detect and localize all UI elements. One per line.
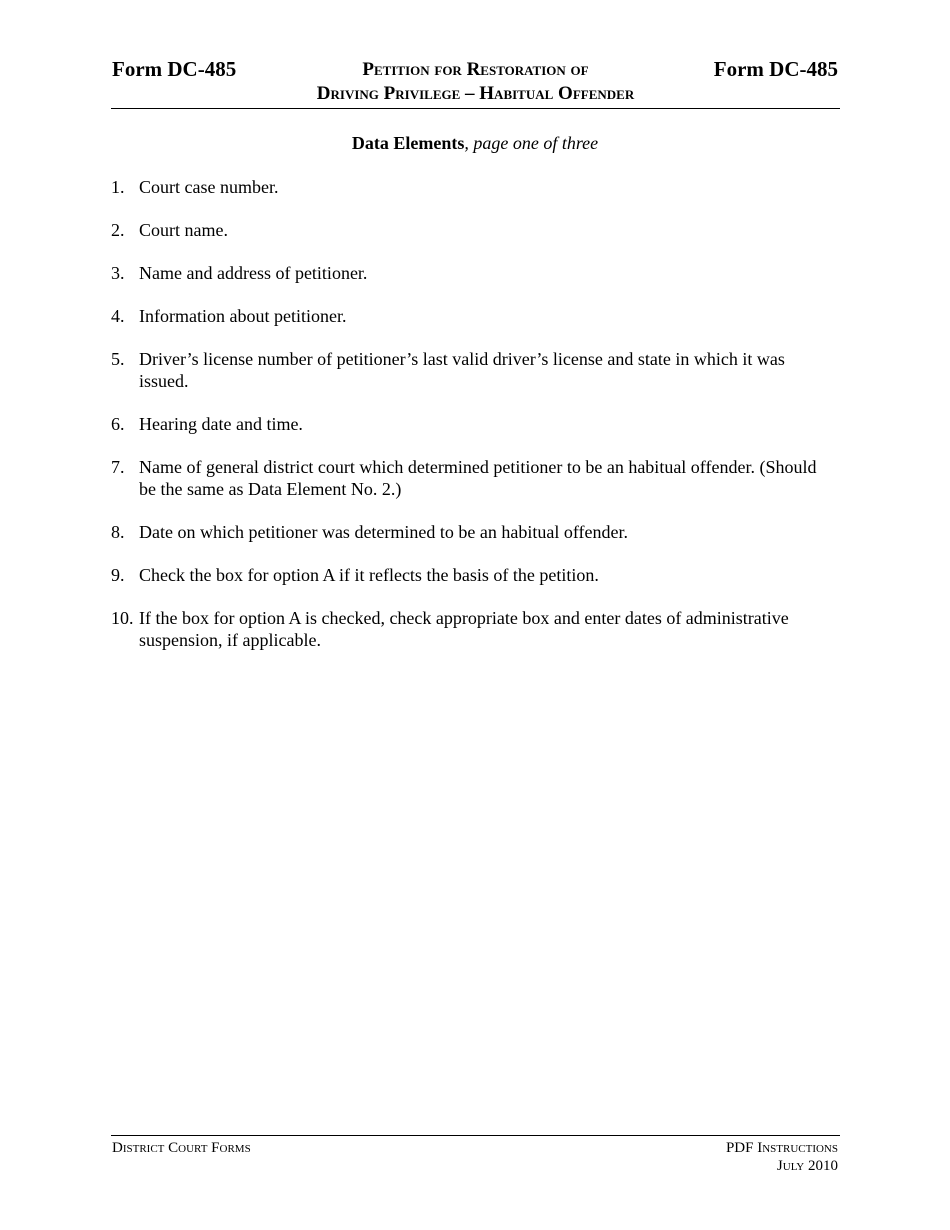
item-number: 4. bbox=[111, 306, 125, 326]
form-id-left: Form DC-485 bbox=[112, 57, 237, 81]
item-text: Hearing date and time. bbox=[139, 414, 303, 434]
section-subheading bbox=[0, 131, 950, 155]
item-text: Driver’s license number of petitioner’s last valid driver’s license and state in which it was issued. bbox=[139, 349, 785, 391]
item-text: Court case number. bbox=[139, 177, 279, 197]
item-number: 8. bbox=[111, 522, 125, 542]
data-elements-list bbox=[111, 176, 831, 672]
list-item bbox=[111, 219, 831, 241]
item-number: 10. bbox=[111, 608, 134, 628]
item-text: Information about petitioner. bbox=[139, 306, 347, 326]
item-text: Date on which petitioner was determined to be an habitual offender. bbox=[139, 522, 629, 542]
footer-right-line2: July 2010 bbox=[776, 1158, 838, 1174]
subheading-italic: , page one of three bbox=[464, 133, 599, 153]
item-number: 9. bbox=[111, 565, 125, 585]
form-title-line1: Petition for Restoration of bbox=[362, 59, 589, 80]
item-number: 2. bbox=[111, 220, 125, 240]
footer-right-line1: PDF Instructions bbox=[725, 1140, 838, 1156]
item-text: Court name. bbox=[139, 220, 228, 240]
list-item bbox=[111, 607, 831, 651]
item-number: 3. bbox=[111, 263, 125, 283]
page-header bbox=[111, 56, 840, 109]
subheading-bold: Data Elements bbox=[351, 133, 465, 153]
list-item bbox=[111, 348, 831, 392]
item-number: 6. bbox=[111, 414, 125, 434]
item-text: Name and address of petitioner. bbox=[139, 263, 368, 283]
form-title-line2: Driving Privilege – Habitual Offender bbox=[316, 83, 635, 104]
list-item bbox=[111, 564, 831, 586]
list-item bbox=[111, 176, 831, 198]
page-footer bbox=[111, 1135, 840, 1174]
list-item bbox=[111, 305, 831, 327]
list-item bbox=[111, 413, 831, 435]
item-text: Name of general district court which determined petitioner to be an habitual offender. (Should be the same as Data Element No. 2.) bbox=[139, 457, 817, 499]
footer-left: District Court Forms bbox=[112, 1140, 251, 1156]
form-id-right: Form DC-485 bbox=[713, 57, 838, 81]
list-item bbox=[111, 262, 831, 284]
item-text: If the box for option A is checked, check appropriate box and enter dates of administrative suspension, if applicable. bbox=[139, 608, 789, 650]
list-item bbox=[111, 521, 831, 543]
item-number: 7. bbox=[111, 457, 125, 477]
item-text: Check the box for option A if it reflects the basis of the petition. bbox=[139, 565, 599, 585]
item-number: 1. bbox=[111, 177, 125, 197]
item-number: 5. bbox=[111, 349, 125, 369]
footer-right bbox=[726, 1139, 838, 1175]
list-item bbox=[111, 456, 831, 500]
